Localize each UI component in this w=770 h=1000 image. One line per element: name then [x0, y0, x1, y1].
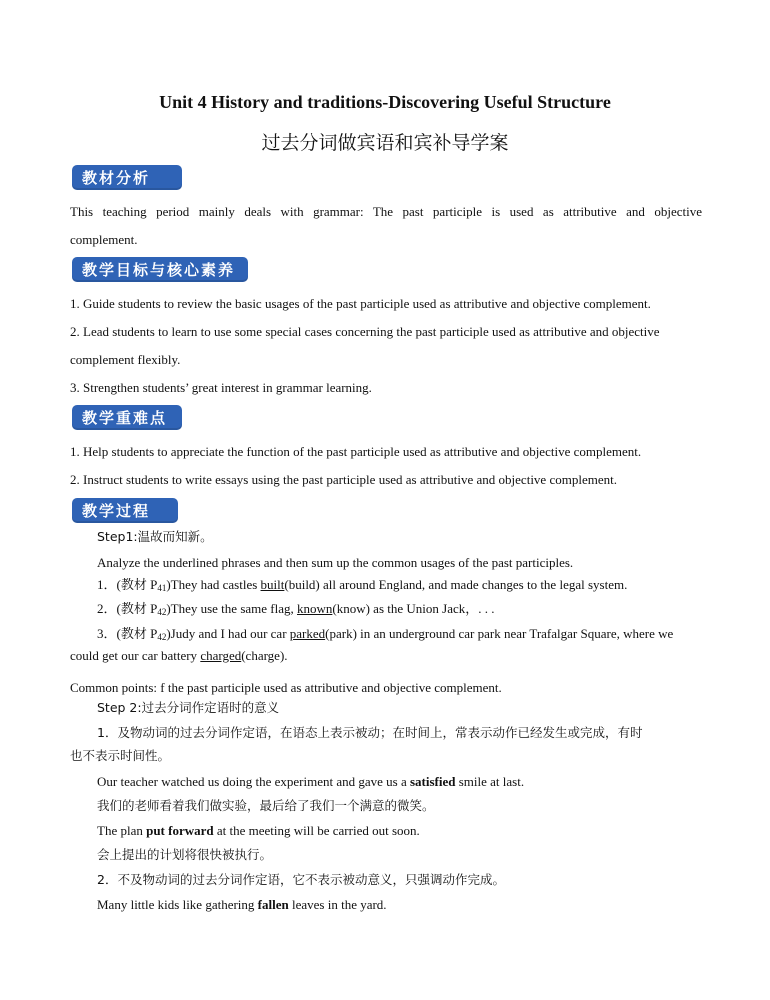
- example-3-cont-text: could get our car battery: [70, 648, 201, 663]
- bold-phrase: put forward: [146, 823, 214, 838]
- section-badge-process: 教学过程: [72, 498, 178, 523]
- bold-phrase: satisfied: [409, 774, 456, 789]
- example-1-text-end: (build) all around England, and made changes to the legal system.: [284, 577, 628, 592]
- sentence-text-end: smile at last.: [455, 774, 525, 789]
- example-2-text: )They use the same flag,: [166, 601, 297, 616]
- example-2-text-end: (know) as the Union Jack，. . .: [332, 601, 495, 616]
- example-2: [97, 601, 702, 617]
- step2-point-1: 1．及物动词的过去分词作定语，在语态上表示被动；在时间上，常表示动作已经发生或完成，有时: [97, 725, 643, 740]
- section-badge-key-points: 教学重难点: [72, 405, 182, 430]
- bold-phrase: fallen: [257, 897, 289, 912]
- sentence-text-end: at the meeting will be carried out soon.: [213, 823, 420, 838]
- objective-2: 2. Lead students to learn to use some special cases concerning the past participle used as attributive and objective: [70, 324, 660, 339]
- objective-2-cont: complement flexibly.: [70, 352, 181, 367]
- step1-title: Step1:温故而知新。: [97, 529, 213, 544]
- step2-title: Step 2:过去分词作定语时的意义: [97, 700, 280, 715]
- example-3-cont: [70, 648, 702, 664]
- objective-1: 1. Guide students to review the basic usages of the past participle used as attributive and objective complement.: [70, 296, 651, 311]
- title-english: Unit 4 History and traditions-Discovering Useful Structure: [159, 92, 611, 112]
- sentence-text-end: leaves in the yard.: [288, 897, 387, 912]
- sentence-text: Our teacher watched us doing the experiment and gave us a: [97, 774, 410, 789]
- example-sentence-2: [97, 823, 702, 839]
- example-sentence-2-cn: 会上提出的计划将很快被执行。: [97, 847, 273, 862]
- example-sentence-3: [97, 897, 702, 913]
- example-3-cont-end: (charge).: [241, 648, 288, 663]
- analysis-line-1: This teaching period mainly deals with grammar: The past participle is used as attributive and objective: [70, 204, 702, 219]
- underlined-phrase: charged: [200, 648, 242, 663]
- page-ref: 42: [157, 632, 167, 642]
- example-3-text: )Judy and I had our car: [166, 626, 290, 641]
- page-ref: 41: [157, 583, 167, 593]
- example-3-num: 3．(教材 P: [97, 626, 158, 641]
- page-ref: 42: [157, 607, 167, 617]
- example-2-num: 2．(教材 P: [97, 601, 158, 616]
- objective-3: 3. Strengthen students’ great interest in grammar learning.: [70, 380, 372, 395]
- key-point-1: 1. Help students to appreciate the function of the past participle used as attributive and objective complement.: [70, 444, 642, 459]
- step2-point-2: 2．不及物动词的过去分词作定语，它不表示被动意义，只强调动作完成。: [97, 872, 505, 887]
- example-sentence-1: [97, 774, 702, 790]
- analysis-line-2: complement.: [70, 232, 138, 247]
- example-1-num: 1．(教材 P: [97, 577, 158, 592]
- underlined-phrase: parked: [289, 626, 326, 641]
- sentence-text: The plan: [97, 823, 147, 838]
- underlined-phrase: built: [260, 577, 285, 592]
- step2-point-1-cont: 也不表示时间性。: [70, 748, 171, 763]
- step1-instruction: Analyze the underlined phrases and then sum up the common usages of the past participles.: [97, 555, 574, 570]
- section-badge-objectives: 教学目标与核心素养: [72, 257, 248, 282]
- underlined-phrase: known: [297, 601, 333, 616]
- title-chinese: 过去分词做宾语和宾补导学案: [261, 132, 509, 154]
- example-3-text-end: (park) in an underground car park near Trafalgar Square, where we: [325, 626, 674, 641]
- example-1-text: )They had castles: [166, 577, 261, 592]
- common-points: Common points: f the past participle used as attributive and objective complement.: [70, 680, 502, 695]
- example-1: [97, 577, 702, 593]
- sentence-text: Many little kids like gathering: [97, 897, 258, 912]
- example-3: [97, 626, 702, 642]
- section-badge-analysis: 教材分析: [72, 165, 182, 190]
- example-sentence-1-cn: 我们的老师看着我们做实验，最后给了我们一个满意的微笑。: [97, 798, 435, 813]
- key-point-2: 2. Instruct students to write essays using the past participle used as attributive and objective complement.: [70, 472, 617, 487]
